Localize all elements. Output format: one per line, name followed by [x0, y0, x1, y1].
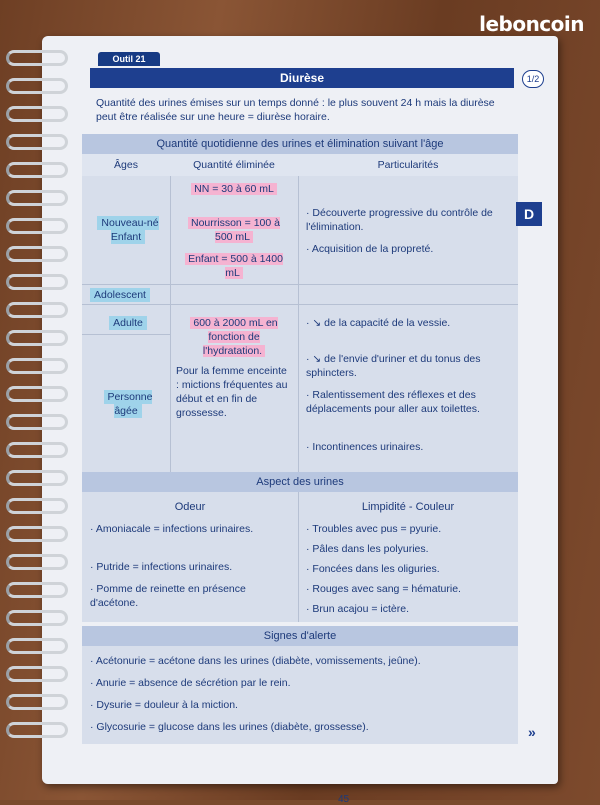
spiral-coil	[6, 470, 68, 486]
spiral-coil	[6, 106, 68, 122]
spiral-coil	[6, 190, 68, 206]
spiral-coil	[6, 246, 68, 262]
spiral-coil	[6, 330, 68, 346]
spiral-coil	[6, 358, 68, 374]
odeur-item: · Pomme de reinette en présence d'acétone.	[90, 582, 290, 610]
col-odeur: Odeur	[174, 501, 206, 513]
notebook-page	[42, 36, 558, 805]
spiral-coil	[6, 554, 68, 570]
age-adulte: Adulte	[90, 316, 166, 330]
page-title: Diurèse	[90, 68, 514, 88]
spiral-coil	[6, 442, 68, 458]
col-ages: Âges	[114, 159, 138, 171]
spiral-coil	[6, 722, 68, 738]
table1-column-headers	[82, 154, 518, 176]
intro-text: Quantité des urines émises sur un temps donné : le plus souvent 24 h mais la diurèse peut être réalisée sur une heure = diurèse horaire.	[96, 97, 495, 123]
spiral-coil	[6, 666, 68, 682]
limpidite-item: · Foncées dans les oliguries.	[306, 562, 506, 576]
spiral-coil	[6, 78, 68, 94]
col-particularities: Particularités	[377, 159, 439, 171]
spiral-coil	[6, 386, 68, 402]
part-acquisition: · Acquisition de la propreté.	[306, 242, 506, 256]
table1-header: Quantité quotidienne des urines et élimination suivant l'âge	[82, 134, 518, 154]
page-indicator: 1/2	[522, 70, 544, 88]
page-number: 45	[338, 794, 350, 805]
spiral-coil	[6, 582, 68, 598]
spiral-coil	[6, 610, 68, 626]
spiral-coil	[6, 526, 68, 542]
tool-label: Outil 21	[98, 52, 160, 66]
part-vessie: · ↘ de la capacité de la vessie.	[306, 316, 506, 330]
table-quantity-age	[82, 134, 518, 472]
spiral-coil	[6, 302, 68, 318]
table-alert-signs	[82, 626, 518, 744]
limpidite-item: · Troubles avec pus = pyurie.	[306, 522, 506, 536]
spiral-coil	[6, 162, 68, 178]
spiral-binding	[0, 50, 70, 750]
spiral-coil	[6, 694, 68, 710]
part-incontinences: · Incontinences urinaires.	[306, 440, 506, 454]
qty-enfant: Enfant = 500 à 1400 mL	[182, 252, 286, 280]
part-ralentissement: · Ralentissement des réflexes et des déplacements pour aller aux toilettes.	[306, 388, 506, 416]
qty-femme-enceinte: Pour la femme enceinte : mictions fréquentes au début et en fin de grossesse.	[176, 365, 288, 419]
qty-nn: NN = 30 à 60 mL	[182, 182, 286, 196]
spiral-coil	[6, 414, 68, 430]
alert-item: · Acétonurie = acétone dans les urines (diabète, vomissements, jeûne).	[90, 654, 514, 668]
section-tab-d: D	[516, 202, 542, 226]
age-adolescent: Adolescent	[90, 288, 170, 302]
alert-item: · Dysurie = douleur à la miction.	[90, 698, 514, 712]
spiral-coil	[6, 498, 68, 514]
spiral-coil	[6, 50, 68, 66]
col-quantity: Quantité éliminée	[193, 159, 275, 171]
alert-item: · Glycosurie = glucose dans les urines (diabète, grossesse).	[90, 720, 514, 734]
leboncoin-watermark: leboncoin	[479, 12, 584, 36]
next-page-icon: »	[528, 724, 536, 740]
odeur-item: · Amoniacale = infections urinaires.	[90, 522, 290, 536]
qty-adulte: 600 à 2000 mL en fonction de l'hydratation.	[182, 316, 286, 358]
spiral-coil	[6, 274, 68, 290]
age-agee: Personne âgée	[90, 390, 166, 418]
table2-header: Aspect des urines	[82, 472, 518, 492]
limpidite-item: · Brun acajou = ictère.	[306, 602, 506, 616]
col-limpidite: Limpidité - Couleur	[361, 501, 455, 513]
part-envie: · ↘ de l'envie d'uriner et du tonus des sphincters.	[306, 352, 506, 380]
table3-header: Signes d'alerte	[82, 626, 518, 646]
age-newborn: Nouveau-né Enfant	[90, 216, 166, 244]
qty-nourrisson: Nourrisson = 100 à 500 mL	[182, 216, 286, 244]
spiral-coil	[6, 218, 68, 234]
spiral-coil	[6, 134, 68, 150]
alert-item: · Anurie = absence de sécrétion par le rein.	[90, 676, 514, 690]
limpidite-item: · Pâles dans les polyuries.	[306, 542, 506, 556]
spiral-coil	[6, 638, 68, 654]
table-aspect	[82, 472, 518, 622]
odeur-item: · Putride = infections urinaires.	[90, 560, 290, 574]
limpidite-item: · Rouges avec sang = hématurie.	[306, 582, 506, 596]
part-decouverte: · Découverte progressive du contrôle de l'élimination.	[306, 206, 506, 234]
